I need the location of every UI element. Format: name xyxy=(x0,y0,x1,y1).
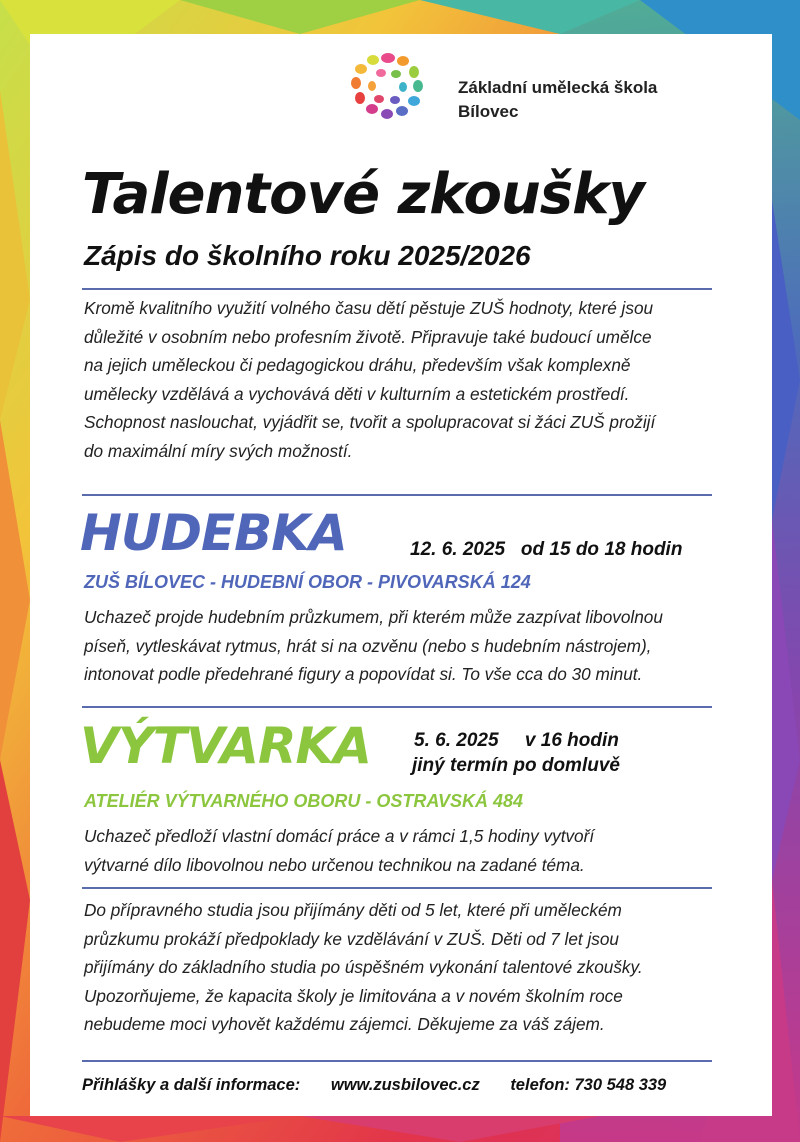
music-description xyxy=(84,603,724,689)
divider xyxy=(82,706,712,708)
intro-line: umělecky vzdělává a vychovává děti v kulturním a estetickém prostředí. xyxy=(84,383,630,404)
divider xyxy=(82,887,712,889)
school-logo-icon xyxy=(348,50,428,120)
divider xyxy=(82,1060,712,1062)
music-venue: ZUŠ BÍLOVEC - HUDEBNÍ OBOR - PIVOVARSKÁ 124 xyxy=(84,572,531,592)
school-name xyxy=(458,76,657,124)
music-line: píseň, vytleskávat rytmus, hrát si na ozvěnu (nebo s hudebním nástrojem), xyxy=(84,635,652,656)
poster-card xyxy=(30,34,772,1116)
art-venue: ATELIÉR VÝTVARNÉHO OBORU - OSTRAVSKÁ 484 xyxy=(84,791,524,811)
art-date: 5. 6. 2025 v 16 hodin xyxy=(414,730,619,751)
intro-paragraph xyxy=(84,294,724,465)
art-date-note: jiný termín po domluvě xyxy=(412,755,620,776)
phone-number: telefon: 730 548 339 xyxy=(510,1076,667,1094)
footer-contact xyxy=(82,1076,692,1095)
intro-line: Kromě kvalitního využití volného času dětí pěstuje ZUŠ hodnoty, které jsou xyxy=(84,298,654,318)
art-description xyxy=(84,822,724,879)
art-line: výtvarné dílo libovolnou nebo určenou technikou na zadané téma. xyxy=(84,854,585,875)
closing-line: nebudeme moci vyhovět každému zájemci. Děkujeme za váš zájem. xyxy=(84,1014,605,1034)
music-line: Uchazeč projde hudebním průzkumem, při kterém může zazpívat libovolnou xyxy=(84,607,663,627)
intro-line: na jejich uměleckou či pedagogickou dráhu, především však komplexně xyxy=(84,355,631,375)
music-line: intonovat podle předehrané figury a popovídat si. To vše cca do 30 minut. xyxy=(84,664,643,684)
closing-line: přijímány do základního studia po úspěšném vykonání talentové zkoušky. xyxy=(84,957,643,977)
school-name-line1: Základní umělecká škola xyxy=(458,78,658,97)
school-name-line2: Bílovec xyxy=(458,102,519,121)
closing-line: Do přípravného studia jsou přijímány děti od 5 let, které při uměleckém xyxy=(84,900,622,920)
music-heading: HUDEBKA xyxy=(80,504,347,562)
music-date: 12. 6. 2025 od 15 do 18 hodin xyxy=(410,539,683,560)
intro-line: do maximální míry svých možností. xyxy=(84,440,353,461)
footer-label: Přihlášky a další informace: xyxy=(82,1076,301,1094)
art-line: Uchazeč předloží vlastní domácí práce a v rámci 1,5 hodiny vytvoří xyxy=(84,826,595,846)
art-heading: VÝTVARKA xyxy=(80,717,371,775)
page-subtitle: Zápis do školního roku 2025/2026 xyxy=(84,240,531,271)
intro-line: důležité v osobním nebo profesním životě. Připravuje také budoucí umělce xyxy=(84,326,652,347)
closing-line: Upozorňujeme, že kapacita školy je limitována a v novém školním roce xyxy=(84,985,623,1006)
closing-line: průzkumu prokáží předpoklady ke vzdělávání v ZUŠ. Děti od 7 let jsou xyxy=(84,928,619,949)
closing-paragraph xyxy=(84,896,724,1039)
page-title: Talentové zkoušky xyxy=(82,162,644,227)
intro-line: Schopnost naslouchat, vyjádřit se, tvořit a spolupracovat si žáci ZUŠ prožijí xyxy=(84,412,656,432)
divider xyxy=(82,288,712,290)
divider xyxy=(82,494,712,496)
website-link[interactable]: www.zusbilovec.cz xyxy=(330,1076,480,1094)
